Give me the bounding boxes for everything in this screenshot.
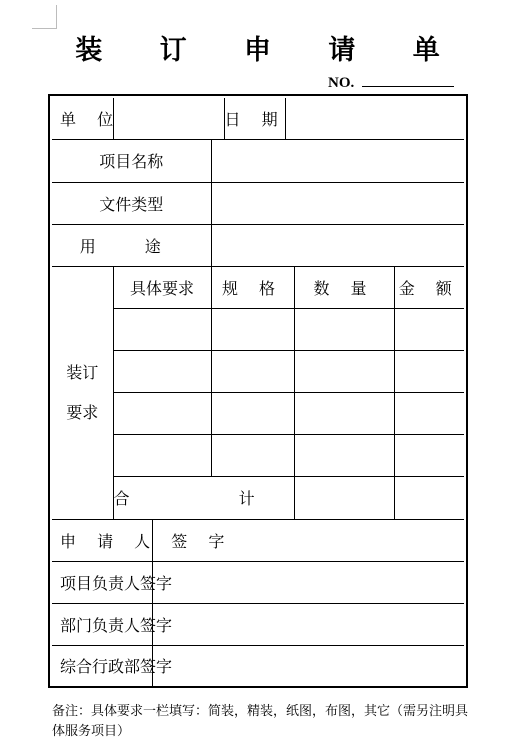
unit-label: 单 位: [52, 98, 113, 139]
amount-cell[interactable]: [394, 392, 464, 434]
project-manager-signature-label: 项目负责人签字: [52, 561, 152, 603]
serial-number-label: NO.: [328, 75, 355, 91]
dept-manager-signature-field[interactable]: [152, 603, 464, 645]
column-header-amount: 金 额: [394, 266, 464, 308]
table-row: [52, 603, 464, 645]
unit-field[interactable]: [113, 98, 224, 139]
spec-cell[interactable]: [211, 392, 294, 434]
table-row: [52, 392, 464, 434]
binding-requirements-label-line2: 要求: [66, 402, 99, 422]
file-type-label: 文件类型: [52, 182, 211, 224]
amount-cell[interactable]: [394, 350, 464, 392]
table-row: [52, 350, 464, 392]
project-name-label: 项目名称: [52, 139, 211, 182]
quantity-cell[interactable]: [294, 392, 394, 434]
table-row: [52, 182, 464, 224]
file-type-field[interactable]: [211, 182, 464, 224]
amount-cell[interactable]: [394, 308, 464, 350]
table-row: [52, 476, 464, 519]
serial-number-line: [328, 72, 454, 92]
table-row: [52, 645, 464, 686]
serial-number-field[interactable]: [362, 72, 454, 87]
quantity-cell[interactable]: [294, 434, 394, 476]
table-row: [52, 434, 464, 476]
table-row: [52, 224, 464, 266]
total-amount-cell[interactable]: [394, 476, 464, 519]
usage-field[interactable]: [211, 224, 464, 266]
quantity-cell[interactable]: [294, 308, 394, 350]
footnote: 备注：具体要求一栏填写：简装，精装，纸图，布图，其它（需另注明具体服务项目）: [52, 704, 469, 739]
usage-label: 用 途: [52, 224, 211, 266]
binding-requirements-label: [52, 266, 113, 519]
column-header-quantity: 数 量: [294, 266, 394, 308]
total-label: 合 计: [113, 476, 294, 519]
table-row: [52, 561, 464, 603]
date-field[interactable]: [285, 98, 464, 139]
spec-cell[interactable]: [211, 350, 294, 392]
spec-cell[interactable]: [211, 308, 294, 350]
quantity-cell[interactable]: [294, 350, 394, 392]
project-manager-signature-field[interactable]: [152, 561, 464, 603]
dept-manager-signature-label: 部门负责人签字: [52, 603, 152, 645]
total-quantity-cell[interactable]: [294, 476, 394, 519]
form-title: 装 订 申 请 单: [75, 35, 464, 66]
table-row: [52, 308, 464, 350]
column-header-spec: 规 格: [211, 266, 294, 308]
form-table: [52, 98, 464, 686]
amount-cell[interactable]: [394, 434, 464, 476]
table-row: [52, 519, 464, 561]
specific-cell[interactable]: [113, 308, 211, 350]
admin-dept-signature-field[interactable]: [152, 645, 464, 686]
table-row: [52, 139, 464, 182]
specific-cell[interactable]: [113, 392, 211, 434]
column-header-specific: 具体要求: [113, 266, 211, 308]
applicant-signature-label: 申 请 人 签 字: [52, 519, 152, 561]
project-name-field[interactable]: [211, 139, 464, 182]
spec-cell[interactable]: [211, 434, 294, 476]
table-row: [52, 266, 464, 308]
binding-request-form: [48, 94, 468, 688]
binding-requirements-label-line1: 装订: [66, 362, 99, 382]
table-row: [52, 98, 464, 139]
specific-cell[interactable]: [113, 434, 211, 476]
specific-cell[interactable]: [113, 350, 211, 392]
date-label: 日 期: [224, 98, 285, 139]
admin-dept-signature-label: 综合行政部签字: [52, 645, 152, 686]
